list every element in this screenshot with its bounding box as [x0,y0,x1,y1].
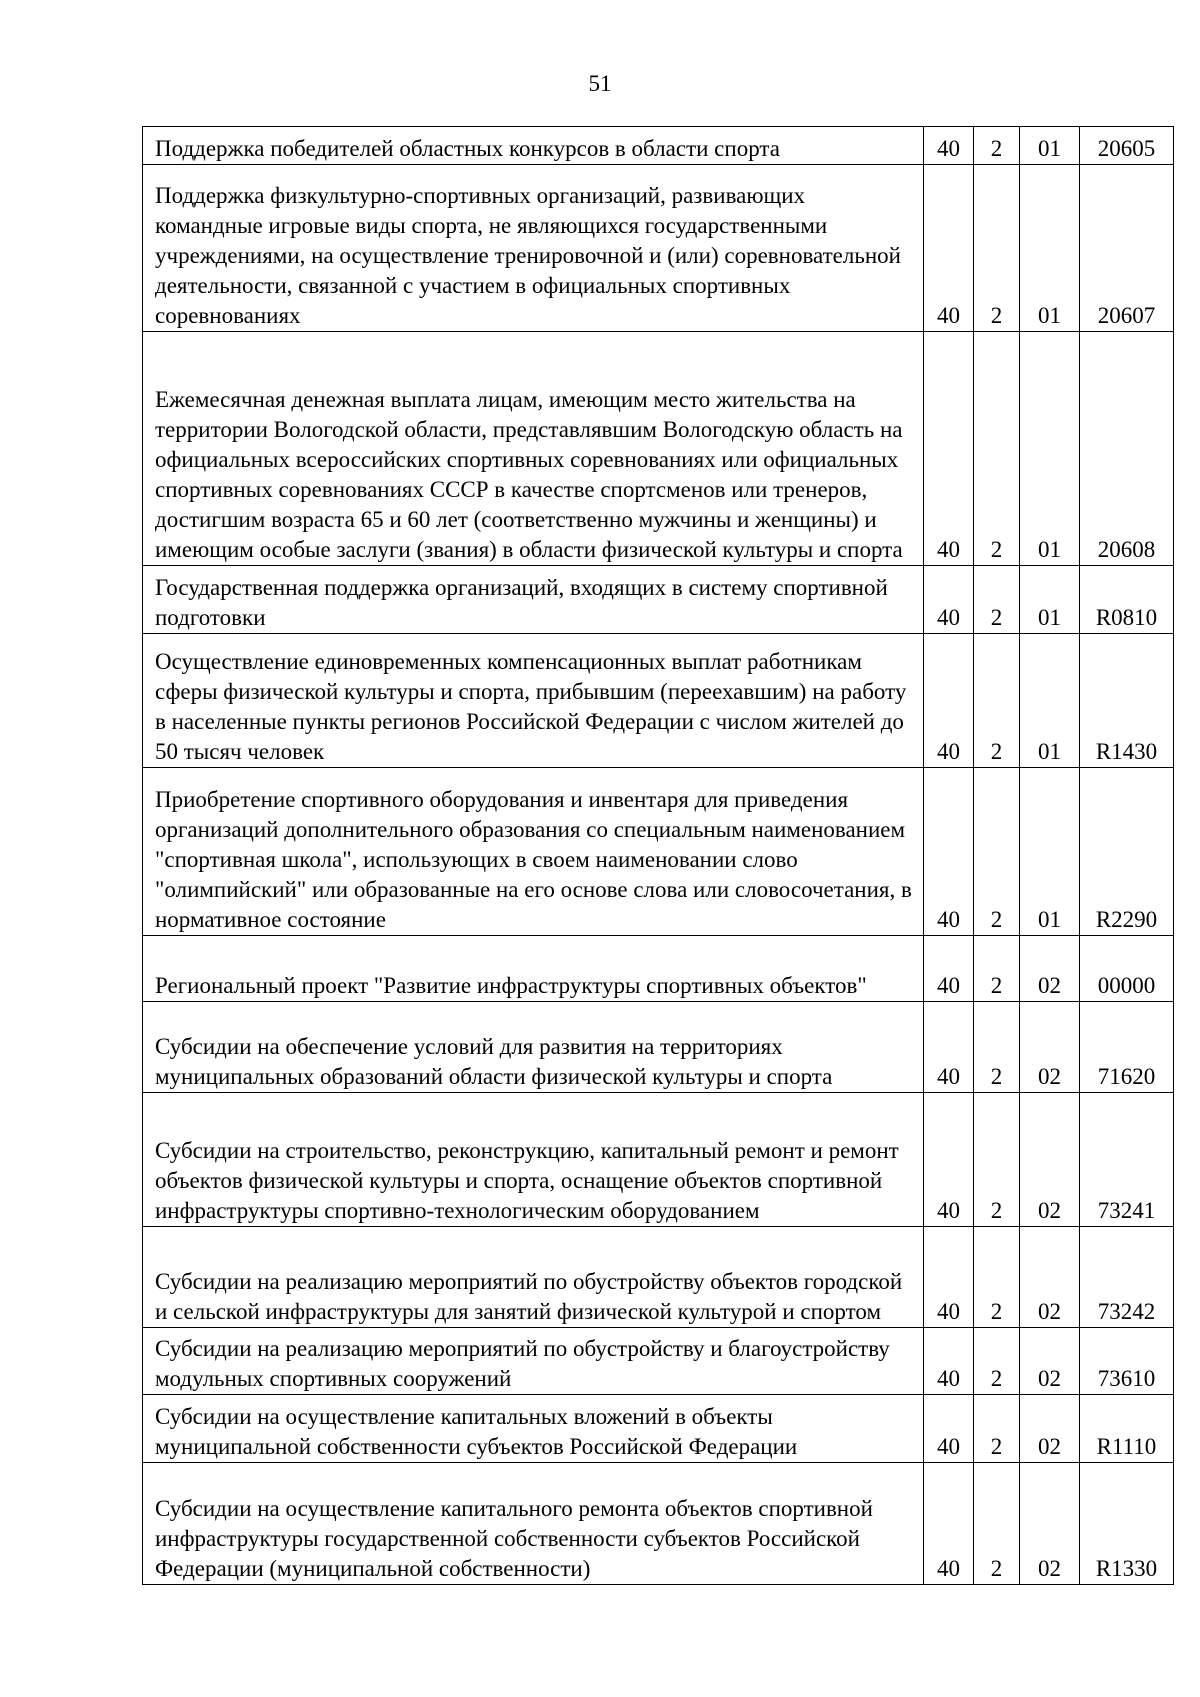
row-code-1: 40 [924,566,974,634]
row-code-2: 2 [974,1227,1020,1328]
row-name: Поддержка физкультурно-спортивных организаций, развивающих командные игровые виды спорта, не являющихся государственными учреждениями, на осуществление тренировочной и (или) соревновательной деятельности, связанной с участием в официальных спортивных соревнованиях [143,165,924,332]
table-row [143,127,1174,165]
row-name: Поддержка победителей областных конкурсов в области спорта [143,127,924,165]
row-name: Субсидии на строительство, реконструкцию, капитальный ремонт и ремонт объектов физической культуры и спорта, оснащение объектов спортивной инфраструктуры спортивно-технологическим оборудованием [143,1093,924,1227]
row-code-3: 02 [1020,1093,1080,1227]
table-row [143,1093,1174,1227]
row-code-2: 2 [974,1002,1020,1093]
row-code-4: 73242 [1080,1227,1174,1328]
row-code-1: 40 [924,1328,974,1395]
row-code-4: R1330 [1080,1463,1174,1585]
row-name: Субсидии на реализацию мероприятий по обустройству объектов городской и сельской инфраструктуры для занятий физической культурой и спортом [143,1227,924,1328]
table-row [143,566,1174,634]
table-row [143,1328,1174,1395]
row-code-2: 2 [974,1093,1020,1227]
row-code-2: 2 [974,936,1020,1002]
row-code-3: 01 [1020,165,1080,332]
row-code-4: 00000 [1080,936,1174,1002]
row-code-1: 40 [924,332,974,566]
row-code-2: 2 [974,1395,1020,1463]
row-code-1: 40 [924,1395,974,1463]
row-code-2: 2 [974,127,1020,165]
row-code-1: 40 [924,127,974,165]
row-name: Ежемесячная денежная выплата лицам, имеющим место жительства на территории Вологодской области, представлявшим Вологодскую область на официальных всероссийских спортивных соревнованиях или официальных спортивных соревнованиях СССР в качестве спортсменов или тренеров, достигшим возраста 65 и 60 лет (соответственно мужчины и женщины) и имеющим особые заслуги (звания) в области физической культуры и спорта [143,332,924,566]
row-code-4: 20608 [1080,332,1174,566]
table-row [143,332,1174,566]
page-number: 51 [588,71,612,96]
row-code-1: 40 [924,1463,974,1585]
row-code-3: 02 [1020,936,1080,1002]
row-name: Субсидии на обеспечение условий для развития на территориях муниципальных образований области физической культуры и спорта [143,1002,924,1093]
row-code-3: 02 [1020,1328,1080,1395]
table-row [143,1002,1174,1093]
row-code-4: R1110 [1080,1395,1174,1463]
row-name: Субсидии на осуществление капитальных вложений в объекты муниципальной собственности субъектов Российской Федерации [143,1395,924,1463]
row-name: Региональный проект "Развитие инфраструктуры спортивных объектов" [143,936,924,1002]
row-code-3: 01 [1020,332,1080,566]
table-body [143,127,1174,1585]
row-code-4: R2290 [1080,768,1174,936]
row-code-4: R1430 [1080,634,1174,768]
row-code-2: 2 [974,768,1020,936]
row-code-1: 40 [924,1093,974,1227]
row-code-3: 01 [1020,566,1080,634]
row-code-3: 02 [1020,1395,1080,1463]
row-code-4: 20605 [1080,127,1174,165]
row-code-4: 73241 [1080,1093,1174,1227]
table-row [143,634,1174,768]
row-code-4: 71620 [1080,1002,1174,1093]
table-row [143,1463,1174,1585]
row-code-3: 02 [1020,1463,1080,1585]
row-code-1: 40 [924,1002,974,1093]
row-code-3: 01 [1020,768,1080,936]
table-row [143,936,1174,1002]
row-code-2: 2 [974,332,1020,566]
row-code-4: R0810 [1080,566,1174,634]
row-code-1: 40 [924,634,974,768]
row-code-4: 73610 [1080,1328,1174,1395]
table-row [143,1227,1174,1328]
row-code-3: 02 [1020,1002,1080,1093]
row-code-1: 40 [924,165,974,332]
row-code-1: 40 [924,768,974,936]
row-code-2: 2 [974,566,1020,634]
budget-classification-table [142,126,1174,1585]
row-name: Приобретение спортивного оборудования и инвентаря для приведения организаций дополнительного образования со специальным наименованием "спортивная школа", использующих в своем наименовании слово "олимпийский" или образованные на его основе слова или словосочетания, в нормативное состояние [143,768,924,936]
row-code-1: 40 [924,1227,974,1328]
row-code-4: 20607 [1080,165,1174,332]
row-name: Субсидии на осуществление капитального ремонта объектов спортивной инфраструктуры государственной собственности субъектов Российской Федерации (муниципальной собственности) [143,1463,924,1585]
row-name: Осуществление единовременных компенсационных выплат работникам сферы физической культуры и спорта, прибывшим (переехавшим) на работу в населенные пункты регионов Российской Федерации с числом жителей до 50 тысяч человек [143,634,924,768]
row-code-1: 40 [924,936,974,1002]
row-code-2: 2 [974,634,1020,768]
row-code-3: 01 [1020,127,1080,165]
table-row [143,165,1174,332]
table-row [143,1395,1174,1463]
row-code-3: 01 [1020,634,1080,768]
row-code-2: 2 [974,1463,1020,1585]
table-row [143,768,1174,936]
row-code-3: 02 [1020,1227,1080,1328]
row-name: Субсидии на реализацию мероприятий по обустройству и благоустройству модульных спортивных сооружений [143,1328,924,1395]
row-name: Государственная поддержка организаций, входящих в систему спортивной подготовки [143,566,924,634]
row-code-2: 2 [974,1328,1020,1395]
row-code-2: 2 [974,165,1020,332]
